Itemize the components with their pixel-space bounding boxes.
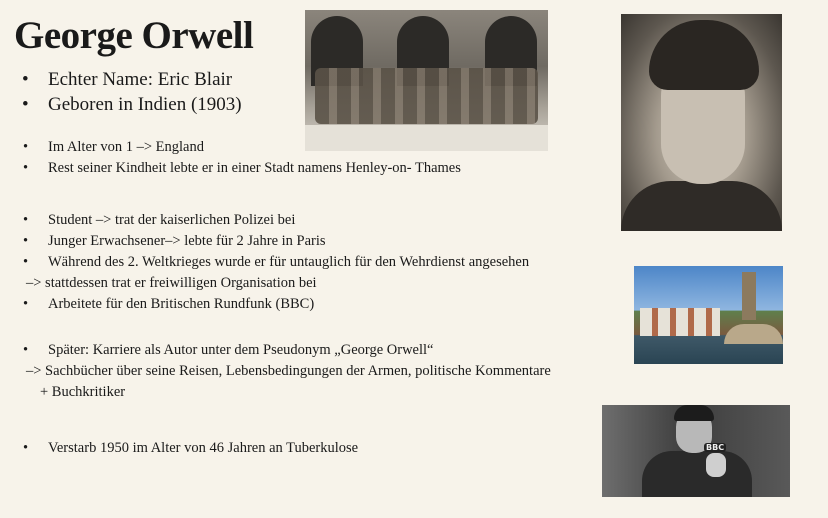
- list-item: [14, 340, 551, 403]
- list-item-continuation: + Buchkritiker: [40, 384, 126, 400]
- list-item: • Verstarb 1950 im Alter von 46 Jahren an Tuberkulose: [14, 438, 358, 459]
- group-photo: [305, 10, 548, 151]
- microphone-icon: [706, 453, 726, 477]
- list-item-continuation: –> stattdessen trat er freiwilligen Organisation bei: [26, 275, 317, 291]
- intro-list: [14, 67, 242, 117]
- list-item: • Rest seiner Kindheit lebte er in einer Stadt namens Henley-on- Thames: [14, 158, 461, 179]
- coat-shape: [621, 181, 782, 231]
- bbc-microphone-photo: [602, 405, 790, 497]
- career-list: [14, 210, 529, 315]
- hair-shape: [649, 20, 759, 90]
- soldiers-shape: [315, 68, 538, 124]
- body-shape: [642, 451, 752, 497]
- list-item: • Student –> trat der kaiserlichen Polizei bei: [14, 210, 529, 231]
- henley-town-photo: [634, 266, 783, 364]
- bridge-shape: [724, 324, 783, 344]
- bbc-mic-label: BBC: [706, 443, 725, 452]
- houses-shape: [640, 308, 720, 336]
- list-item: • Arbeitete für den Britischen Rundfunk (BBC): [14, 294, 529, 315]
- list-item: [14, 252, 529, 294]
- list-item: • Echter Name: Eric Blair: [14, 67, 242, 92]
- church-tower-shape: [742, 272, 756, 320]
- floor-shape: [305, 125, 548, 151]
- list-item-continuation: –> Sachbücher über seine Reisen, Lebensbedingungen der Armen, politische Kommentare: [26, 363, 551, 379]
- page-title: George Orwell: [14, 14, 254, 57]
- list-item-text: Später: Karriere als Autor unter dem Pseudonym „George Orwell“: [48, 342, 434, 358]
- orwell-portrait-photo: [621, 14, 782, 231]
- list-item-text: Während des 2. Weltkrieges wurde er für untauglich für den Wehrdienst angesehen: [48, 254, 530, 270]
- list-item: • Junger Erwachsener–> lebte für 2 Jahre in Paris: [14, 231, 529, 252]
- list-item: • Geboren in Indien (1903): [14, 92, 242, 117]
- list-item: • Im Alter von 1 –> England: [14, 137, 461, 158]
- later-list: [14, 340, 551, 403]
- hair-shape: [674, 405, 714, 421]
- death-list: [14, 438, 358, 459]
